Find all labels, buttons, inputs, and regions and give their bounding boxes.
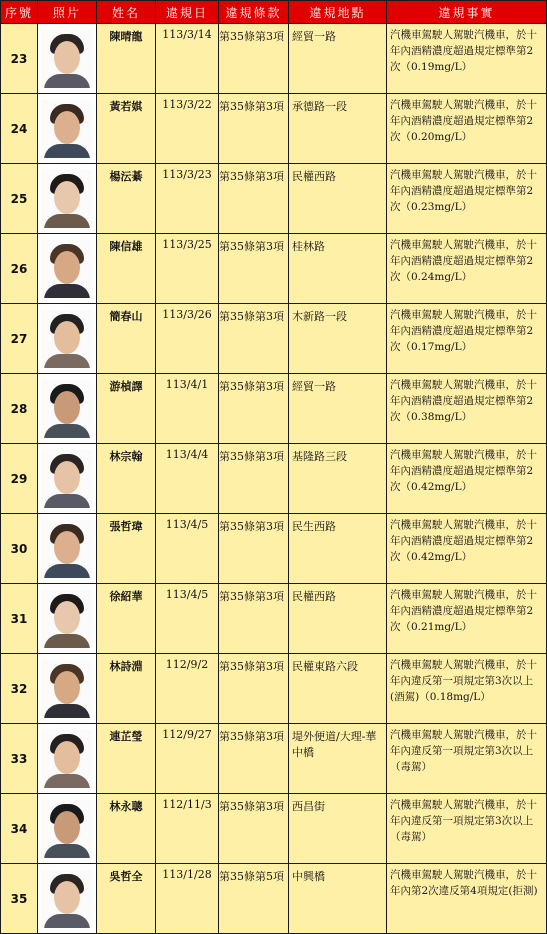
location-cell: 西昌街 [289, 794, 387, 864]
seq-cell: 32 [1, 654, 38, 724]
location-cell: 承德路一段 [289, 94, 387, 164]
date-cell: 113/4/1 [156, 374, 219, 444]
mugshot-photo [41, 590, 93, 648]
fact-cell: 汽機車駕駛人駕駛汽機車，於十年內酒精濃度超過規定標準第2次（0.42mg/L） [387, 514, 547, 584]
photo-cell [38, 654, 97, 724]
name-cell: 楊沄綦 [97, 164, 156, 234]
name-cell: 吳哲全 [97, 864, 156, 934]
header-fact: 違規事實 [387, 1, 547, 24]
mugshot-photo [41, 520, 93, 578]
photo-cell [38, 304, 97, 374]
name-cell: 陳晴龍 [97, 24, 156, 94]
law-cell: 第35條第3項 [219, 234, 289, 304]
law-cell: 第35條第3項 [219, 584, 289, 654]
header-date: 違規日 [156, 1, 219, 24]
name-cell: 陳信雄 [97, 234, 156, 304]
mugshot-photo [41, 380, 93, 438]
photo-cell [38, 724, 97, 794]
law-cell: 第35條第3項 [219, 514, 289, 584]
location-cell: 民權西路 [289, 164, 387, 234]
name-cell: 游楨譯 [97, 374, 156, 444]
header-seq: 序號 [1, 1, 38, 24]
fact-cell: 汽機車駕駛人駕駛汽機車，於十年內違反第一項規定第3次以上（毒駕） [387, 794, 547, 864]
name-cell: 林宗翰 [97, 444, 156, 514]
fact-cell: 汽機車駕駛人駕駛汽機車，於十年內酒精濃度超過規定標準第2次（0.17mg/L） [387, 304, 547, 374]
law-cell: 第35條第3項 [219, 24, 289, 94]
name-cell: 張哲瑋 [97, 514, 156, 584]
table-row [1, 304, 547, 374]
seq-cell: 33 [1, 724, 38, 794]
photo-cell [38, 164, 97, 234]
location-cell: 民權東路六段 [289, 654, 387, 724]
header-location: 違規地點 [289, 1, 387, 24]
location-cell: 經貿一路 [289, 374, 387, 444]
photo-cell [38, 374, 97, 444]
date-cell: 113/4/5 [156, 514, 219, 584]
date-cell: 113/1/28 [156, 864, 219, 934]
table-row [1, 864, 547, 934]
law-cell: 第35條第3項 [219, 374, 289, 444]
mugshot-photo [41, 730, 93, 788]
mugshot-photo [41, 240, 93, 298]
seq-cell: 31 [1, 584, 38, 654]
seq-cell: 30 [1, 514, 38, 584]
name-cell: 連芷瑩 [97, 724, 156, 794]
date-cell: 112/9/2 [156, 654, 219, 724]
mugshot-photo [41, 30, 93, 88]
mugshot-photo [41, 450, 93, 508]
law-cell: 第35條第3項 [219, 724, 289, 794]
law-cell: 第35條第3項 [219, 164, 289, 234]
seq-cell: 23 [1, 24, 38, 94]
table-row [1, 514, 547, 584]
header-law: 違規條款 [219, 1, 289, 24]
photo-cell [38, 864, 97, 934]
fact-cell: 汽機車駕駛人駕駛汽機車，於十年內第2次違反第4項規定(拒測) [387, 864, 547, 934]
photo-cell [38, 444, 97, 514]
date-cell: 113/3/23 [156, 164, 219, 234]
table-row [1, 234, 547, 304]
location-cell: 木新路一段 [289, 304, 387, 374]
mugshot-photo [41, 800, 93, 858]
law-cell: 第35條第3項 [219, 94, 289, 164]
table-row [1, 444, 547, 514]
date-cell: 113/4/4 [156, 444, 219, 514]
location-cell: 基隆路三段 [289, 444, 387, 514]
fact-cell: 汽機車駕駛人駕駛汽機車，於十年內違反第一項規定第3次以上（毒駕） [387, 724, 547, 794]
date-cell: 112/9/27 [156, 724, 219, 794]
name-cell: 徐紹華 [97, 584, 156, 654]
law-cell: 第35條第3項 [219, 654, 289, 724]
mugshot-photo [41, 100, 93, 158]
location-cell: 堤外便道/大理-華中橋 [289, 724, 387, 794]
location-cell: 中興橋 [289, 864, 387, 934]
date-cell: 113/4/5 [156, 584, 219, 654]
location-cell: 經貿一路 [289, 24, 387, 94]
seq-cell: 24 [1, 94, 38, 164]
mugshot-photo [41, 870, 93, 928]
fact-cell: 汽機車駕駛人駕駛汽機車，於十年內酒精濃度超過規定標準第2次（0.38mg/L） [387, 374, 547, 444]
seq-cell: 25 [1, 164, 38, 234]
date-cell: 113/3/22 [156, 94, 219, 164]
law-cell: 第35條第3項 [219, 444, 289, 514]
date-cell: 112/11/3 [156, 794, 219, 864]
fact-cell: 汽機車駕駛人駕駛汽機車，於十年內酒精濃度超過規定標準第2次（0.42mg/L） [387, 444, 547, 514]
photo-cell [38, 794, 97, 864]
date-cell: 113/3/26 [156, 304, 219, 374]
table-row [1, 794, 547, 864]
date-cell: 113/3/25 [156, 234, 219, 304]
mugshot-photo [41, 660, 93, 718]
location-cell: 桂林路 [289, 234, 387, 304]
name-cell: 林詩淵 [97, 654, 156, 724]
header-row [1, 1, 547, 24]
photo-cell [38, 514, 97, 584]
law-cell: 第35條第5項 [219, 864, 289, 934]
photo-cell [38, 234, 97, 304]
table-row [1, 94, 547, 164]
table-row [1, 164, 547, 234]
fact-cell: 汽機車駕駛人駕駛汽機車，於十年內酒精濃度超過規定標準第2次（0.19mg/L） [387, 24, 547, 94]
fact-cell: 汽機車駕駛人駕駛汽機車，於十年內酒精濃度超過規定標準第2次（0.23mg/L） [387, 164, 547, 234]
mugshot-photo [41, 170, 93, 228]
table-row [1, 724, 547, 794]
law-cell: 第35條第3項 [219, 304, 289, 374]
location-cell: 民生西路 [289, 514, 387, 584]
date-cell: 113/3/14 [156, 24, 219, 94]
table-row [1, 24, 547, 94]
fact-cell: 汽機車駕駛人駕駛汽機車，於十年內酒精濃度超過規定標準第2次（0.20mg/L） [387, 94, 547, 164]
table-row [1, 654, 547, 724]
fact-cell: 汽機車駕駛人駕駛汽機車，於十年內酒精濃度超過規定標準第2次（0.21mg/L） [387, 584, 547, 654]
table-row [1, 374, 547, 444]
photo-cell [38, 94, 97, 164]
law-cell: 第35條第3項 [219, 794, 289, 864]
seq-cell: 28 [1, 374, 38, 444]
header-photo: 照片 [38, 1, 97, 24]
name-cell: 黃若娸 [97, 94, 156, 164]
fact-cell: 汽機車駕駛人駕駛汽機車，於十年內違反第一項規定第3次以上(酒駕)（0.18mg/L） [387, 654, 547, 724]
location-cell: 民權西路 [289, 584, 387, 654]
photo-cell [38, 584, 97, 654]
photo-cell [38, 24, 97, 94]
seq-cell: 27 [1, 304, 38, 374]
header-name: 姓名 [97, 1, 156, 24]
seq-cell: 34 [1, 794, 38, 864]
seq-cell: 29 [1, 444, 38, 514]
name-cell: 林永聰 [97, 794, 156, 864]
table-row [1, 584, 547, 654]
mugshot-photo [41, 310, 93, 368]
fact-cell: 汽機車駕駛人駕駛汽機車，於十年內酒精濃度超過規定標準第2次（0.24mg/L） [387, 234, 547, 304]
name-cell: 簡春山 [97, 304, 156, 374]
seq-cell: 26 [1, 234, 38, 304]
seq-cell: 35 [1, 864, 38, 934]
